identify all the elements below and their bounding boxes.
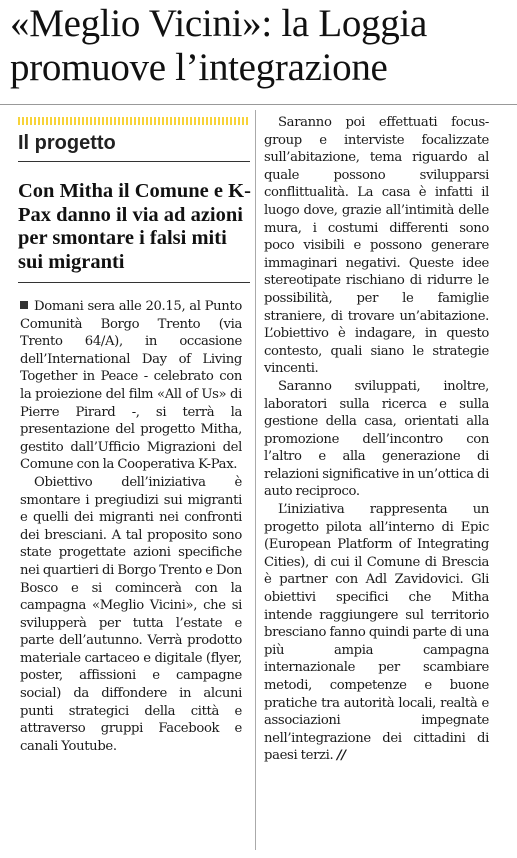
section-label: Il progetto bbox=[18, 132, 116, 154]
paragraph-text: L’iniziativa rappresenta un progetto pilota all’interno di Epic (European Platform of Integrating Cities), di cui il Comune di Brescia è partner con Adl Zavidovici. Gli obiettivi specifici che Mitha intende raggiungere sul territorio bresciano fanno quindi parte di una più ampia campagna internazionale per scambiare metodi, competenze e buone pratiche tra autorità locali, realtà e associazioni impegnate nell’integrazione dei cittadini di paesi terzi. bbox=[264, 502, 489, 764]
paragraph: Obiettivo dell’iniziativa è smontare i pregiudizi sui migranti e quelli dei migranti nei confronti dei bresciani. A tal proposito sono state progettate azioni specifiche nei quartieri di Borgo Trento e Don Bosco e si comincerà con la campagna «Meglio Vicini», che si svilupperà per tutta l’estate e parte dell’autunno. Verrà prodotto materiale cartaceo e digitale (flyer, poster, affissioni e campagne social) da diffondere in alcuni punti strategici della città e attraverso gruppi Facebook e canali Youtube. bbox=[20, 474, 242, 754]
subheadline-divider bbox=[18, 282, 250, 283]
paragraph: Saranno sviluppati, inoltre, laboratori sulla ricerca e sulla gestione della casa, orientati alla promozione dell’incontro con l’altro e alla generazione di relazioni significative in un’ottica di auto reciproco. bbox=[264, 378, 489, 500]
left-column bbox=[20, 298, 242, 755]
paragraph-text: Domani sera alle 20.15, al Punto Comunità Borgo Trento (via Trento 64/A), in occasione dell’International Day of Living Together in Peace - celebrato con la proiezione del film «All of Us» di Pierre Pirard -, si terrà la presentazione del progetto Mitha, gestito dall’Ufficio Migrazioni del Comune con la Cooperativa K-Pax. bbox=[20, 299, 242, 473]
section-accent-bar bbox=[18, 117, 250, 125]
right-column bbox=[264, 114, 489, 765]
paragraph: Saranno poi effettuati focus-group e interviste focalizzate sull’abitazione, tema riguardo al quale possono svilupparsi conflittualità. La casa è infatti il luogo dove, grazie all’intimità delle mura, i costumi differenti sono poco visibili e possono generare immaginari negativi. Queste idee stereotipate rischiano di ridurre le possibilità, per le famiglie straniere, di trovare un’abitazione. L’obiettivo è indagare, in questo contesto, quali siano le strategie vincenti. bbox=[264, 115, 489, 377]
article-headline: «Meglio Vicini»: la Loggia promuove l’integrazione bbox=[10, 2, 427, 89]
paragraph bbox=[264, 501, 489, 765]
paragraph bbox=[20, 298, 242, 474]
article-subheadline: Con Mitha il Comune e K-Pax danno il via ad azioni per smontare i falsi miti sui migranti bbox=[18, 180, 251, 273]
column-divider bbox=[255, 110, 256, 850]
bullet-square-icon bbox=[20, 301, 28, 309]
top-divider bbox=[0, 104, 517, 105]
end-mark: // bbox=[336, 748, 346, 764]
section-divider bbox=[18, 161, 250, 162]
